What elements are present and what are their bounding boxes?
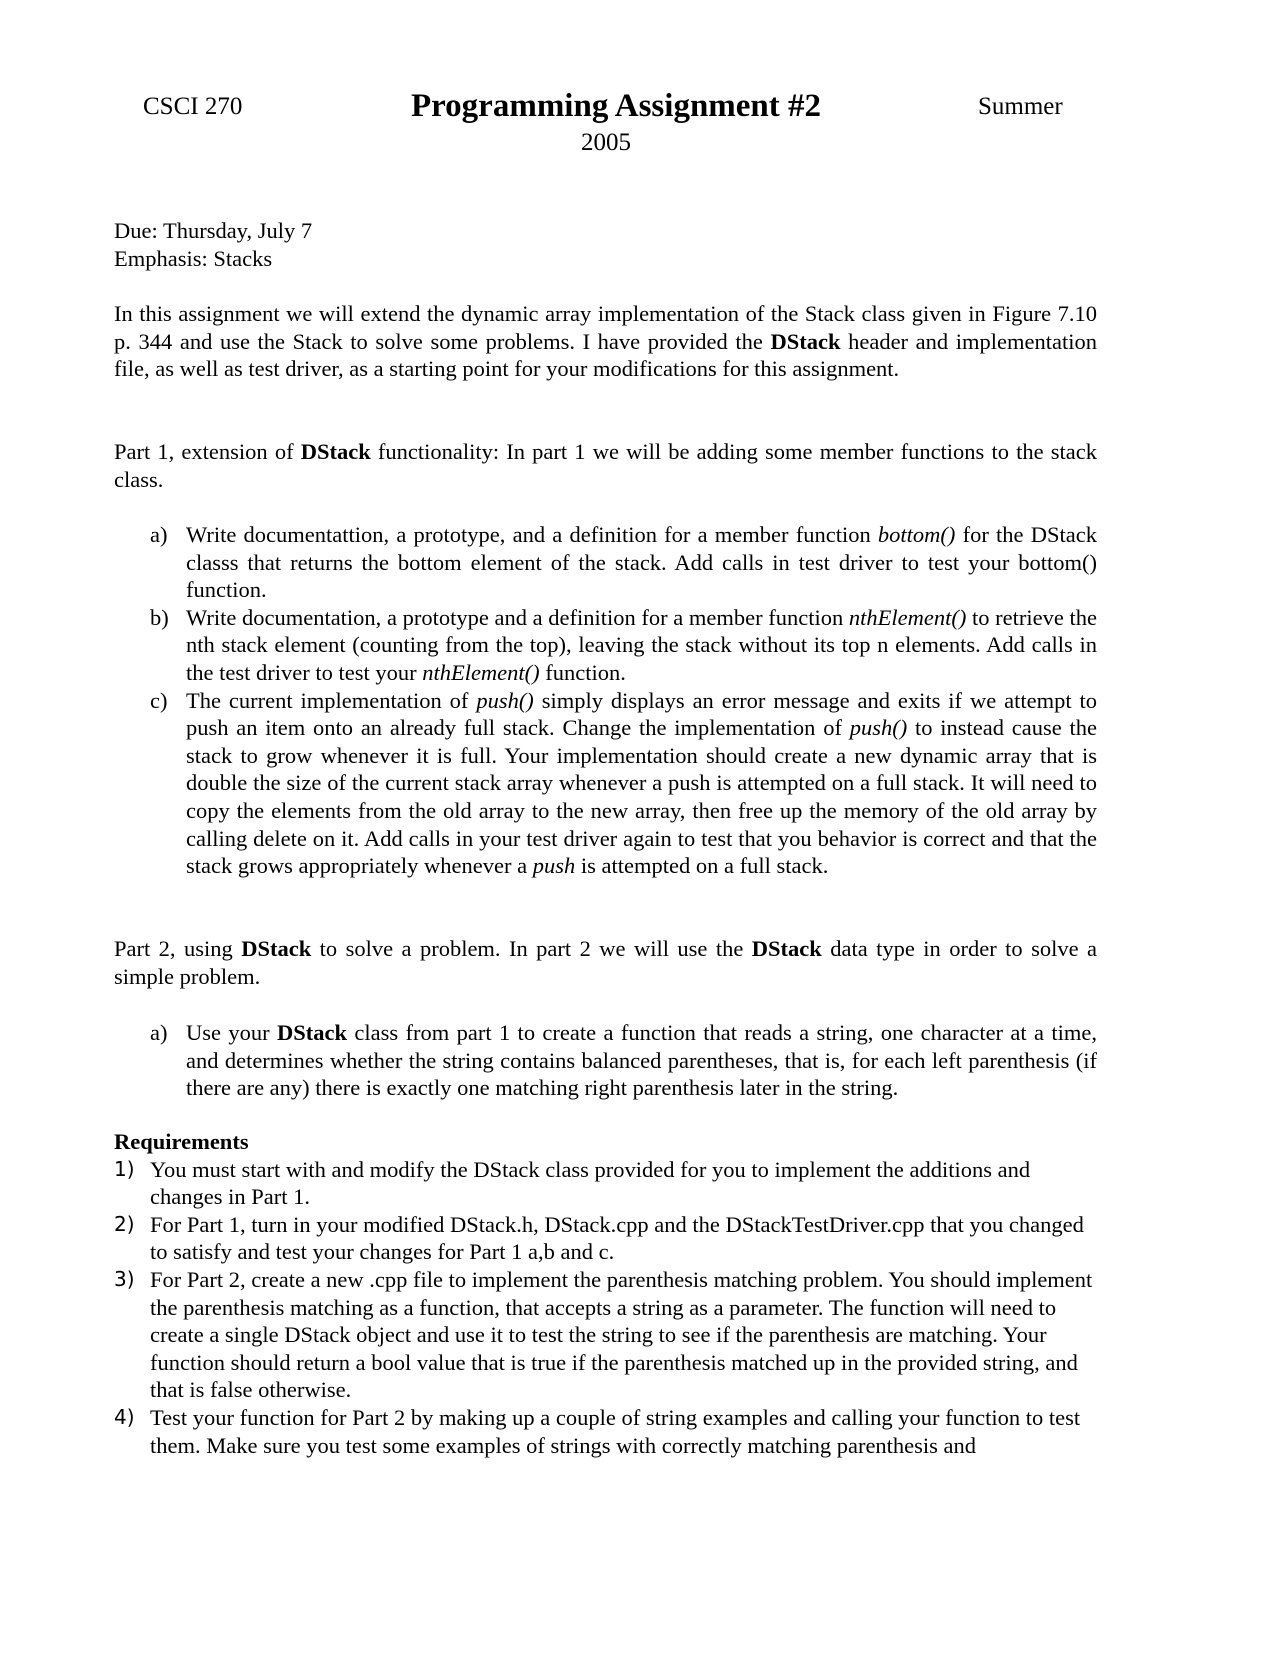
list-item-label: c) — [150, 687, 168, 713]
text-run: to retrieve the nth stack element (counting from the top), leaving the stack without its top n elements. Add calls in the test driver to test your — [186, 604, 1097, 685]
text-run: Part 2, using — [114, 936, 242, 961]
requirements-list — [114, 1156, 1097, 1460]
italic-text: bottom() — [877, 522, 956, 547]
list-item — [150, 604, 1097, 687]
text-run: Write documentation, a prototype and a definition for a member function — [186, 604, 849, 630]
text-run: Part 1, extension of — [114, 439, 301, 464]
part1-intro — [114, 438, 1097, 493]
bold-text: DStack — [300, 439, 371, 464]
text-run: You must start with and modify the DStack class provided for you to implement the additions and changes in Part 1. — [150, 1156, 1031, 1210]
italic-text: nthElement() — [422, 659, 540, 685]
part2-list — [150, 1019, 1097, 1102]
bold-text: DStack — [276, 1020, 347, 1045]
text-run: header and implementation file, as well as test driver, as a starting point for your modifications for this assignment. — [114, 328, 1097, 382]
text-run: The current implementation of — [186, 687, 477, 713]
italic-text: push — [532, 853, 576, 879]
text-run: For Part 1, turn in your modified DStack.h, DStack.cpp and the DStackTestDriver.cpp that you changed to satisfy and test your changes for Part 1 a,b and c. — [150, 1211, 1084, 1265]
text-run: to instead cause the stack to grow whenever it is full. Your implementation should create a new dynamic array that is double the size of the current stack array whenever a push is attempted on a full stack. It will need to copy the elements from the old array to the new array, then free up the memory of the old array by calling delete on it. Add calls in your test driver again to test that you behavior is correct and that the stack grows appropriately whenever a — [186, 715, 1097, 879]
text-run: functionality: In part 1 we will be adding some member functions to the stack class. — [114, 439, 1097, 492]
list-item — [150, 1019, 1097, 1102]
part1-list — [150, 521, 1097, 880]
list-item-label: a) — [150, 1020, 168, 1045]
list-item-label: b) — [150, 604, 169, 630]
due-date: Due: Thursday, July 7 — [114, 218, 313, 243]
bold-text: DStack — [751, 936, 822, 961]
page-title: Programming Assignment #2 — [410, 88, 822, 124]
text-run: For Part 2, create a new .cpp file to implement the parenthesis matching problem. You should implement the parenthesis matching as a function, that accepts a string as a parameter. The function will need to create a single DStack object and use it to test the string to see if the parenthesis are matching. Your function should return a bool value that is true if the parenthesis matched up in the provided string, and that is false otherwise. — [150, 1266, 1093, 1403]
course-code: CSCI 270 — [143, 93, 243, 120]
bold-text: DStack — [241, 936, 312, 961]
requirements-heading: Requirements — [114, 1129, 249, 1154]
assignment-meta — [114, 217, 1097, 272]
text-run: Write documentattion, a prototype, and a definition for a member function — [186, 522, 878, 547]
text-run: for the DStack classs that returns the bottom element of the stack. Add calls in test driver to test your bottom() function. — [186, 522, 1097, 603]
text-run: is attempted on a full stack. — [575, 853, 829, 879]
text-run: function. — [539, 659, 626, 685]
list-item-label: 1) — [114, 1156, 135, 1181]
italic-text: nthElement() — [848, 604, 967, 630]
term: Summer — [978, 93, 1063, 120]
list-item — [114, 1211, 1097, 1266]
year: 2005 — [581, 129, 631, 156]
list-item-label: 3) — [114, 1266, 135, 1291]
text-run: In this assignment we will extend the dynamic array implementation of the Stack class given in Figure 7.10 p. 344 and use the Stack to solve some problems. I have provided the — [114, 301, 1097, 354]
text-run: Use your — [186, 1020, 277, 1045]
text-run: class from part 1 to create a function that reads a string, one character at a time, and determines whether the string contains balanced parentheses, that is, for each left parenthesis (if there are any) there is exactly one matching right parenthesis later in the string. — [186, 1020, 1098, 1101]
text-run: to solve a problem. In part 2 we will use the — [311, 936, 752, 961]
text-run: simply displays an error message and exits if we attempt to push an item onto an already full stack. Change the implementation of — [186, 687, 1097, 741]
intro-paragraph — [114, 300, 1097, 383]
list-item — [150, 521, 1097, 604]
list-item-label: 2) — [114, 1211, 135, 1236]
text-run: data type in order to solve a simple problem. — [114, 936, 1097, 989]
list-item — [114, 1156, 1097, 1211]
text-run: Test your function for Part 2 by making up a couple of string examples and calling your function to test them. Make sure you test some examples of strings with correctly matching parenthesis and — [150, 1404, 1081, 1458]
list-item-label: a) — [150, 522, 168, 547]
part2-intro — [114, 935, 1097, 990]
bold-text: DStack — [770, 328, 841, 354]
list-item — [114, 1266, 1097, 1404]
emphasis: Emphasis: Stacks — [114, 245, 273, 271]
list-item-label: 4) — [114, 1404, 135, 1429]
list-item — [114, 1404, 1097, 1459]
italic-text: push() — [849, 715, 908, 741]
list-item — [150, 687, 1097, 880]
requirements-section — [114, 1128, 1097, 1459]
italic-text: push() — [476, 687, 534, 713]
